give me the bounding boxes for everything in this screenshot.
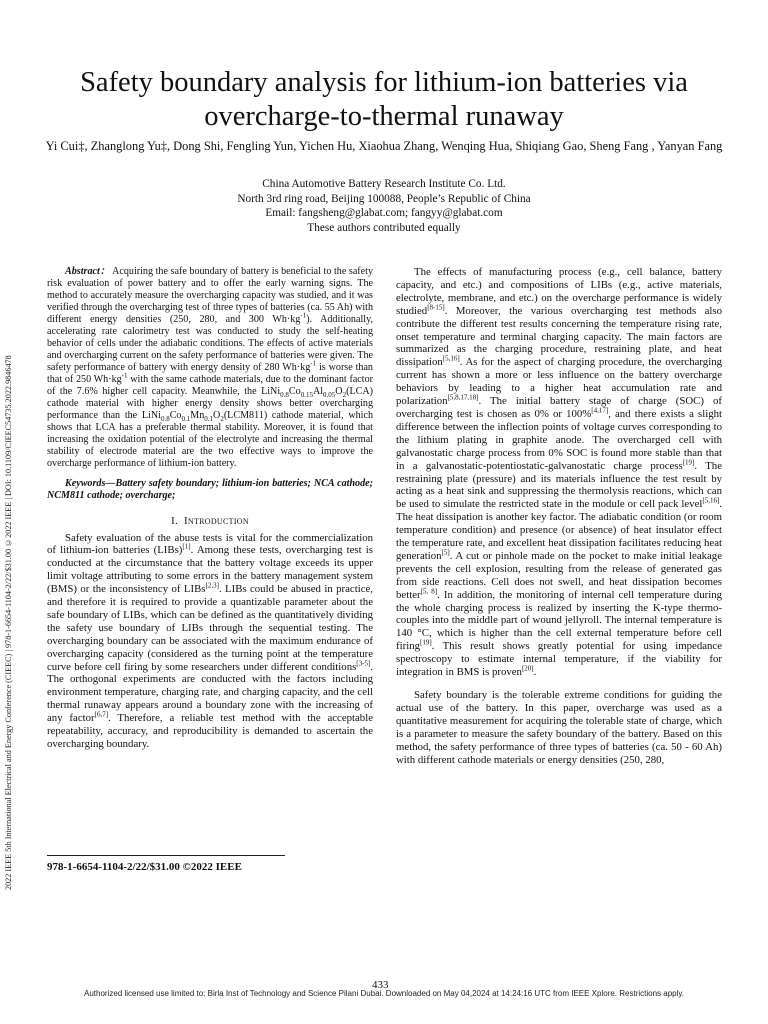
intro-paragraph-3: Safety boundary is the tolerable extreme conditions for guiding the actual use of the battery. In this paper, overcharge was used as a quantitative measurement for acquiring the tolerable state of charge, which is a parameter to measure the safety boundary of the battery. Based on this method, the safety performance of three types of batteries (ca. 50 - 60 Ah) with different cathode materials or energy densities (250, 280, [396, 689, 722, 766]
body-text: . The restraining plate (pressure) and its materials influence the test result by acting as a heat sink and suppressing the thermolysis reactions, which can be used to simulate the restricted state in the module or cell pack level [396, 459, 722, 511]
copyright-notice: 978-1-6654-1104-2/22/$31.00 ©2022 IEEE [47, 861, 242, 873]
exponent: -1 [310, 359, 317, 368]
citation: [5,16] [702, 496, 720, 505]
citation: [2,3] [205, 581, 219, 590]
body-text: . [533, 666, 537, 679]
abstract-text: Co [288, 386, 301, 397]
page-number: 433 [372, 979, 389, 991]
affiliation-block [120, 177, 648, 235]
subscript: 0.05 [323, 391, 336, 400]
body-text: . In addition, the monitoring of internal cell temperature during the whole charging process is realized by inserting the K-type thermo-couples into the middle part of wound jellyroll. The internal temperature is 140 °C, which is higher than the cell external temperature before cell firing [396, 588, 723, 653]
citation: [19] [420, 638, 432, 647]
subscript: 2 [220, 415, 224, 424]
left-column [47, 266, 373, 751]
section-heading [47, 515, 373, 528]
license-footer: Authorized licensed use limited to: Birla Inst of Technology and Science Pilani Dubai. Downloaded on May 04,2024 at 14:24:16 UTC from IEEE Xplore. Restrictions apply. [83, 989, 685, 998]
abstract-text: is worse than that of 250 Wh·kg [47, 362, 373, 385]
abstract-text: Co [169, 410, 182, 421]
body-text: The effects of manufacturing process (e.g., cell balance, battery capacity, and etc.) and compositions of LIBs (e.g., active materials, electrolyte, membrane, and etc.) on the overcharge performance is widely studied [396, 266, 722, 317]
paper-title: Safety boundary analysis for lithium-ion batteries via overcharge-to-thermal runaway [80, 67, 688, 132]
author-list [44, 138, 724, 154]
body-text: . The heat dissipation is another key factor. The adiabatic condition (or room temperature condition) and presence (or absence) of heat insulator effect the temperature rate, and excellent heat dissipation facilitates reducing heat generation [396, 498, 722, 562]
body-text: . As for the aspect of charging procedure, the overcharging current has shown a more or less influence on the battery overcharge behaviors by leading to a higher heat accumulation rate and polarization [396, 356, 722, 408]
abstract-text: Mn [190, 410, 205, 421]
section-title: Introduction [183, 514, 249, 527]
subscript: 0.8 [280, 391, 289, 400]
citation: [5,8,17,18] [447, 393, 479, 402]
section-number: I. [171, 514, 178, 527]
author-names: Yi Cui‡, Zhanglong Yu‡, Dong Shi, Fengling Yun, Yichen Hu, Xiaohua Zhang, Wenqing Hua, Shiqiang Gao, Sheng Fang , Yanyan Fang [45, 139, 723, 153]
abstract-label: Abstract [65, 266, 100, 277]
subscript: 0.1 [204, 415, 214, 424]
abstract-text: (LCM811) cathode material, which shows that LCA has a preferable thermal stability. Moreover, it is found that increasing the oxidation potential of the electrolyte and increasing the thermal stability of electrode material are the two effective ways to improve the overcharge performance of lithium-ion battery. [47, 410, 373, 469]
keywords: Keywords—Battery safety boundary; lithium-ion batteries; NCA cathode; NCM811 cathode; overcharge; [47, 478, 373, 502]
subscript: 0.8 [160, 415, 170, 424]
citation: [6,7] [94, 710, 109, 719]
body-text: . A cut or pinhole made on the pocket to make initial leakage prevents the cell explosion, resulting from the release of generated gas from side reactions. Cell does not swell, and heat dissipation becomes better [396, 549, 722, 601]
body-text: . The orthogonal experiments are conducted with the factors including environment temperature, charging rate, and charging capacity, and the cell thermal runaway appears around a boundary zone with the increasing of any factor [47, 660, 373, 725]
right-column [396, 266, 722, 766]
body-text: . Therefore, a reliable test method with the acceptable repeatability, accuracy, and reproducibility is demanded to ascertain the overcharging boundary. [47, 712, 373, 750]
citation: [3-5] [356, 658, 371, 667]
body-text: . Among these tests, overcharging test is conducted at the circumstance that the battery voltage exceeds its upper limit voltage attributing to some errors in the battery management system (BMS) or the inconsistency of LIBs [47, 544, 373, 596]
exponent: -1 [121, 371, 128, 380]
citation: [8-15] [427, 303, 445, 312]
abstract-text: ). Additionally, accelerating rate calorimetry test was conducted to study the self-heating behavior of cells under the adiabatic conditions. The effects of active materials and overcharging current on the safety performance of batteries were given. The safety performance of battery with energy density of 280 Wh·kg [47, 314, 373, 373]
abstract-text: Al [312, 386, 324, 397]
body-text: Safety evaluation of the abuse tests is vital for the commercialization of lithium-ion batteries (LIBs) [47, 531, 373, 557]
abstract-text: with the same cathode materials, due to the dominant factor of the 7.6% higher cell capacity. Meanwhile, the LiNi [47, 374, 373, 397]
intro-paragraph-2 [396, 266, 722, 679]
abstract-separator: ： [99, 266, 111, 277]
body-text: . Moreover, the various overcharging test methods also contribute the different test results concerning the temperature rising rate, onset temperature and terminal charging capacity. The main factors are summarized as the charging procedure, restraining plate, and heat dissipation [396, 304, 722, 369]
subscript: 2 [342, 391, 347, 400]
body-text: . The initial battery stage of charge (SOC) of overcharging test is chosen as 0% or 100% [396, 395, 722, 420]
affiliation-institute: China Automotive Battery Research Institute Co. Ltd. [262, 178, 506, 190]
citation: [5,16] [442, 354, 460, 363]
citation: [1] [182, 542, 191, 551]
exponent: -1 [300, 311, 307, 320]
abstract-text: Acquiring the safe boundary of battery is beneficial to the safety risk evaluation of power battery and to offer the early warning signs. The method to accurately measure the overcharging capacity was studied, and it was verified through the overcharging test of three types of batteries (ca. 55 Ah) with different energy densities (250, 280, and 300 Wh·kg [47, 266, 374, 325]
citation: [4,17] [591, 406, 609, 415]
affiliation-email: Email: fangsheng@glabat.com; fangyy@glabat.com [265, 207, 503, 220]
abstract-text: (LCA) cathode material with higher energy density shows better overcharging performance than the LiNi [47, 386, 373, 421]
affiliation-note: These authors contributed equally [307, 221, 461, 234]
abstract-paragraph [47, 266, 373, 470]
affiliation-address: North 3rd ring road, Beijing 100088, People’s Republic of China [237, 192, 531, 205]
body-text: . This result shows greatly potential for using impedance spectroscopy to estimate internal temperature, if the viability for integration in BMS is proven [396, 640, 722, 679]
intro-paragraph-1 [47, 532, 373, 751]
abstract-text: O [335, 386, 343, 397]
conference-side-note: 2022 IEEE 5th International Electrical and Energy Conference (CIEEC) | 978-1-6654-1104-2/22/$31.00 ©2022 IEEE | DOI: 10.1109/CIEEC54735.2022.9846478 [4, 355, 13, 890]
body-text: . LIBs could be abused in practice, and therefore it is required to provide a quantizable parameter about the safe boundary of LIBs, which can be defined as the quantitatively dividing the safety use boundary of LIBs through the sequential testing. The overcharging boundary can be associated with the maximum endurance of overcharging capacity (considered as the turning point at the temperature curve before cell firing by some researchers under different conditions [47, 583, 373, 673]
abstract-text: O [213, 410, 221, 421]
body-text: , and there exists a slight difference between the inflection points of voltage curves corresponding to the lithium plating in graphite anode. The overcharged cell with galvanostatic charge process from 0% SOC is found more stable than that in a galvanostatic-potentiostatic-galvanostatic charge process [396, 407, 722, 472]
citation: [20] [521, 664, 534, 673]
citation: [19] [682, 458, 695, 466]
citation: [5, 8] [420, 587, 438, 596]
subscript: 0.15 [300, 391, 313, 400]
subscript: 0.1 [181, 415, 191, 424]
footnote-rule [47, 855, 285, 856]
citation: [5] [441, 548, 450, 557]
